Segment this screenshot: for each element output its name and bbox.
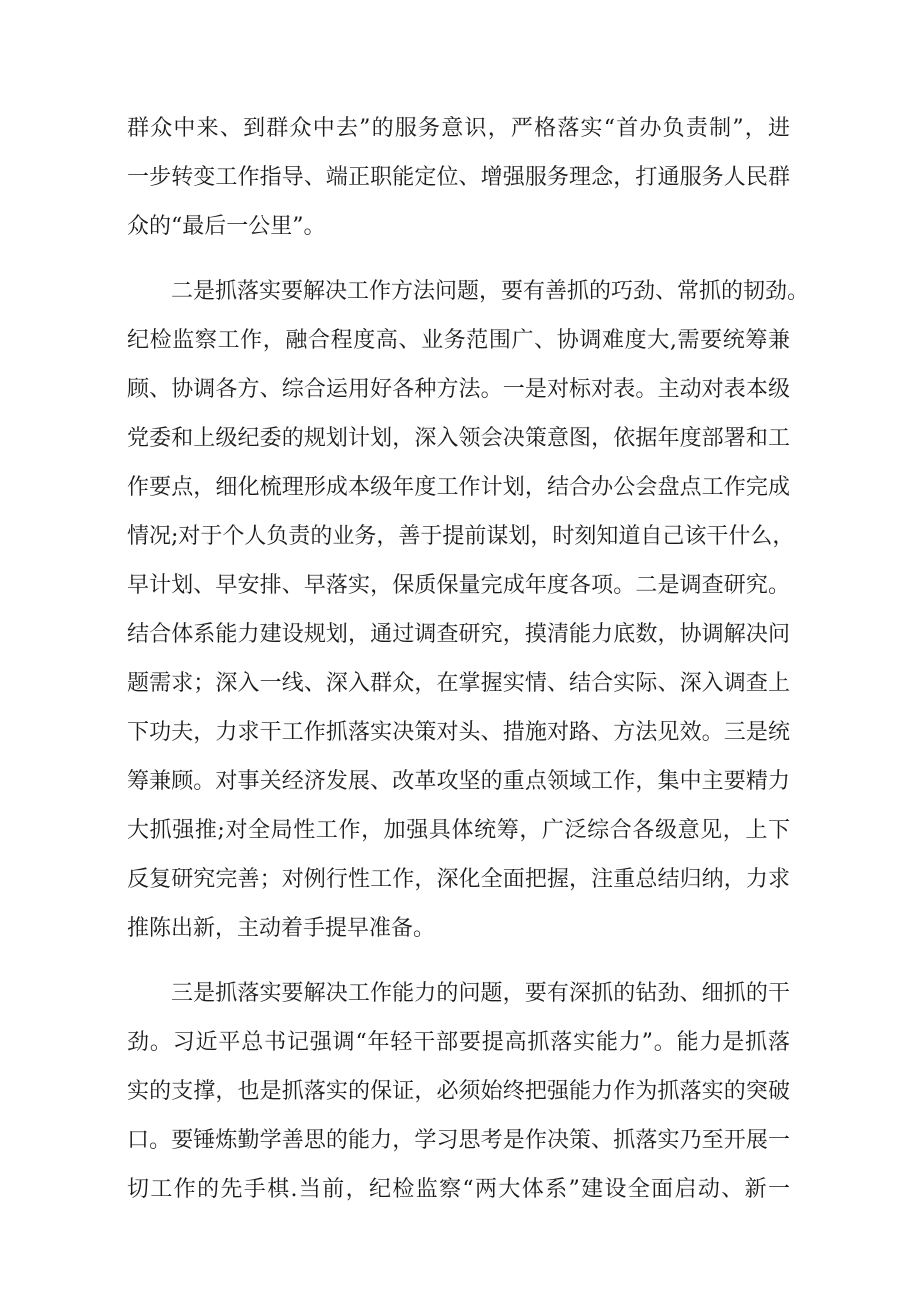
- text-line: 作要点，细化梳理形成本级年度工作计划，结合办公会盘点工作完成: [127, 475, 790, 500]
- text-line: 切工作的先手棋.当前，纪检监察“两大体系”建设全面启动、新一: [127, 1177, 790, 1202]
- text-line: 二是抓落实要解决工作方法问题，要有善抓的巧劲、常抓的韧劲。: [171, 279, 810, 304]
- text-line: 顾、协调各方、综合运用好各种方法。一是对标对表。主动对表本级: [127, 377, 790, 402]
- text-line: 党委和上级纪委的规划计划，深入领会决策意图，依据年度部署和工: [127, 426, 790, 451]
- text-line: 结合体系能力建设规划，通过调查研究，摸清能力底数，协调解决问: [127, 622, 790, 647]
- paragraph: [127, 969, 790, 1214]
- text-line: 群众中来、到群众中去”的服务意识，严格落实“首办负责制”，进: [127, 116, 790, 141]
- text-line: 一步转变工作指导、端正职能定位、增强服务理念，打通服务人民群: [127, 165, 790, 190]
- text-line: 反复研究完善；对例行性工作，深化全面把握，注重总结归纳，力求: [127, 867, 790, 892]
- text-line: 口。要锤炼勤学善思的能力，学习思考是作决策、抓落实乃至开展一: [127, 1128, 790, 1153]
- paragraph: [127, 267, 810, 953]
- text-line: 实的支撑，也是抓落实的保证，必须始终把强能力作为抓落实的突破: [127, 1079, 790, 1104]
- text-line: 众的“最后一公里”。: [127, 214, 326, 239]
- text-line: 早计划、早安排、早落实，保质保量完成年度各项。二是调查研究。: [127, 573, 790, 598]
- text-line: 三是抓落实要解决工作能力的问题，要有深抓的钻劲、细抓的干: [171, 981, 790, 1006]
- document-page: [127, 104, 810, 1230]
- text-line: 情况;对于个人负责的业务，善于提前谋划，时刻知道自己该干什么，: [127, 524, 795, 549]
- text-line: 筹兼顾。对事关经济发展、改革攻坚的重点领域工作，集中主要精力: [127, 769, 790, 794]
- text-line: 纪检监察工作，融合程度高、业务范围广、协调难度大,需要统筹兼: [127, 328, 790, 353]
- text-line: 推陈出新，主动着手提早准备。: [127, 916, 436, 941]
- text-line: 大抓强推;对全局性工作，加强具体统筹，广泛综合各级意见，上下: [127, 818, 790, 843]
- paragraph: [127, 104, 790, 251]
- text-line: 劲。习近平总书记强调“年轻干部要提高抓落实能力”。能力是抓落: [127, 1030, 790, 1055]
- text-line: 题需求；深入一线、深入群众，在掌握实情、结合实际、深入调查上: [127, 671, 790, 696]
- text-line: 下功夫，力求干工作抓落实决策对头、措施对路、方法见效。三是统: [127, 720, 790, 745]
